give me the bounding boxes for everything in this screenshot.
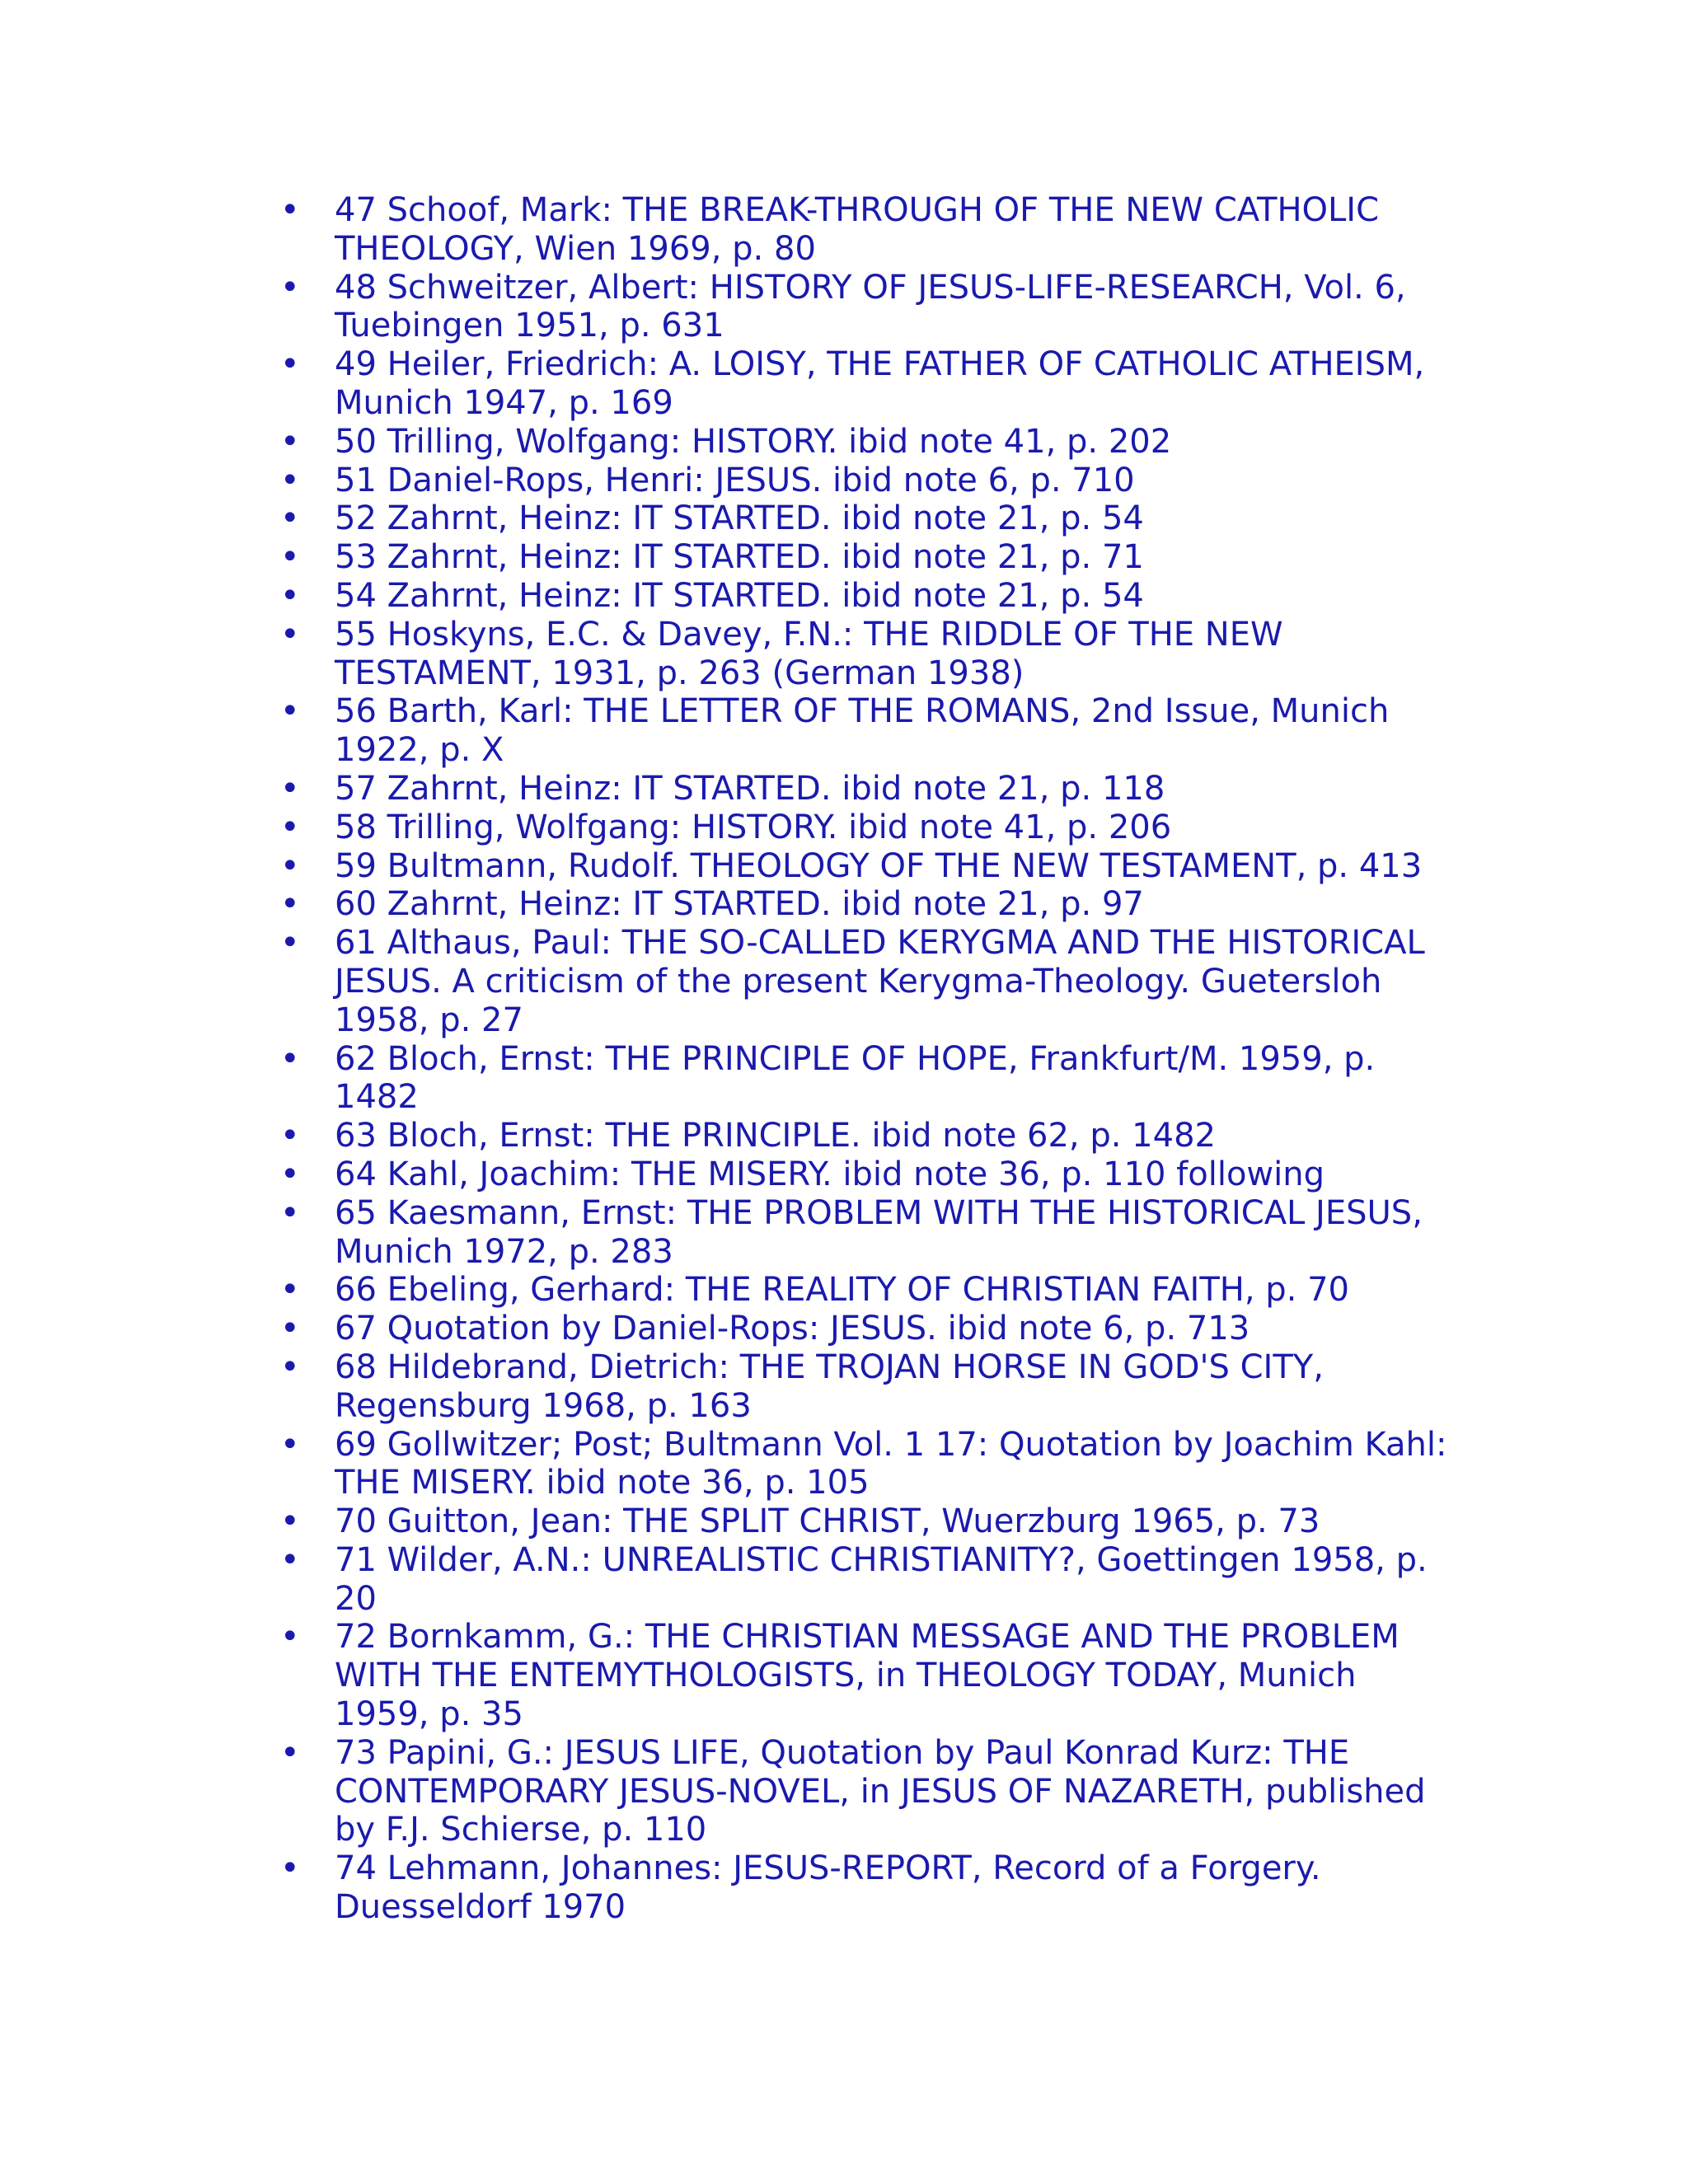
reference-item: • 49 Heiler, Friedrich: A. LOISY, THE FATHER OF CATHOLIC ATHEISM, Munich 1947, p. 169 [280,345,1451,423]
reference-item: • 64 Kahl, Joachim: THE MISERY. ibid note 36, p. 110 following [280,1155,1451,1194]
reference-item: • 67 Quotation by Daniel-Rops: JESUS. ibid note 6, p. 713 [280,1310,1451,1348]
reference-item: • 65 Kaesmann, Ernst: THE PROBLEM WITH THE HISTORICAL JESUS, Munich 1972, p. 283 [280,1194,1451,1272]
reference-item: • 50 Trilling, Wolfgang: HISTORY. ibid note 41, p. 202 [280,423,1451,462]
reference-item: • 66 Ebeling, Gerhard: THE REALITY OF CHRISTIAN FAITH, p. 70 [280,1271,1451,1310]
reference-item: • 51 Daniel-Rops, Henri: JESUS. ibid note 6, p. 710 [280,462,1451,500]
reference-item: • 60 Zahrnt, Heinz: IT STARTED. ibid note 21, p. 97 [280,885,1451,924]
reference-item: • 70 Guitton, Jean: THE SPLIT CHRIST, Wuerzburg 1965, p. 73 [280,1502,1451,1541]
reference-item: • 58 Trilling, Wolfgang: HISTORY. ibid note 41, p. 206 [280,808,1451,847]
reference-item: • 48 Schweitzer, Albert: HISTORY OF JESUS-LIFE-RESEARCH, Vol. 6, Tuebingen 1951, p. 631 [280,269,1451,346]
reference-item: • 71 Wilder, A.N.: UNREALISTIC CHRISTIANITY?, Goettingen 1958, p. 20 [280,1541,1451,1619]
reference-item: • 69 Gollwitzer; Post; Bultmann Vol. 1 17: Quotation by Joachim Kahl: THE MISERY. ibid note 36, p. 105 [280,1426,1451,1503]
reference-item: • 59 Bultmann, Rudolf. THEOLOGY OF THE NEW TESTAMENT, p. 413 [280,847,1451,886]
reference-item: • 61 Althaus, Paul: THE SO-CALLED KERYGMA AND THE HISTORICAL JESUS. A criticism of the present Kerygma-Theology. Guetersloh 1958, p. 27 [280,924,1451,1039]
reference-item: • 57 Zahrnt, Heinz: IT STARTED. ibid note 21, p. 118 [280,770,1451,808]
reference-item: • 47 Schoof, Mark: THE BREAK-THROUGH OF THE NEW CATHOLIC THEOLOGY, Wien 1969, p. 80 [280,191,1451,269]
reference-list [280,191,1451,1927]
reference-item: • 55 Hoskyns, E.C. & Davey, F.N.: THE RIDDLE OF THE NEW TESTAMENT, 1931, p. 263 (German 1938) [280,616,1451,693]
reference-item: • 73 Papini, G.: JESUS LIFE, Quotation by Paul Konrad Kurz: THE CONTEMPORARY JESUS-NOVEL, in JESUS OF NAZARETH, published by F.J. Schierse, p. 110 [280,1734,1451,1849]
reference-item: • 72 Bornkamm, G.: THE CHRISTIAN MESSAGE AND THE PROBLEM WITH THE ENTEMYTHOLOGISTS, in THEOLOGY TODAY, Munich 1959, p. 35 [280,1618,1451,1733]
reference-item: • 63 Bloch, Ernst: THE PRINCIPLE. ibid note 62, p. 1482 [280,1117,1451,1155]
reference-item: • 53 Zahrnt, Heinz: IT STARTED. ibid note 21, p. 71 [280,538,1451,577]
reference-item: • 74 Lehmann, Johannes: JESUS-REPORT, Record of a Forgery. Duesseldorf 1970 [280,1849,1451,1927]
reference-item: • 68 Hildebrand, Dietrich: THE TROJAN HORSE IN GOD'S CITY, Regensburg 1968, p. 163 [280,1348,1451,1426]
reference-item: • 52 Zahrnt, Heinz: IT STARTED. ibid note 21, p. 54 [280,499,1451,538]
reference-item: • 62 Bloch, Ernst: THE PRINCIPLE OF HOPE, Frankfurt/M. 1959, p. 1482 [280,1040,1451,1118]
reference-item: • 54 Zahrnt, Heinz: IT STARTED. ibid note 21, p. 54 [280,577,1451,616]
reference-item: • 56 Barth, Karl: THE LETTER OF THE ROMANS, 2nd Issue, Munich 1922, p. X [280,692,1451,770]
